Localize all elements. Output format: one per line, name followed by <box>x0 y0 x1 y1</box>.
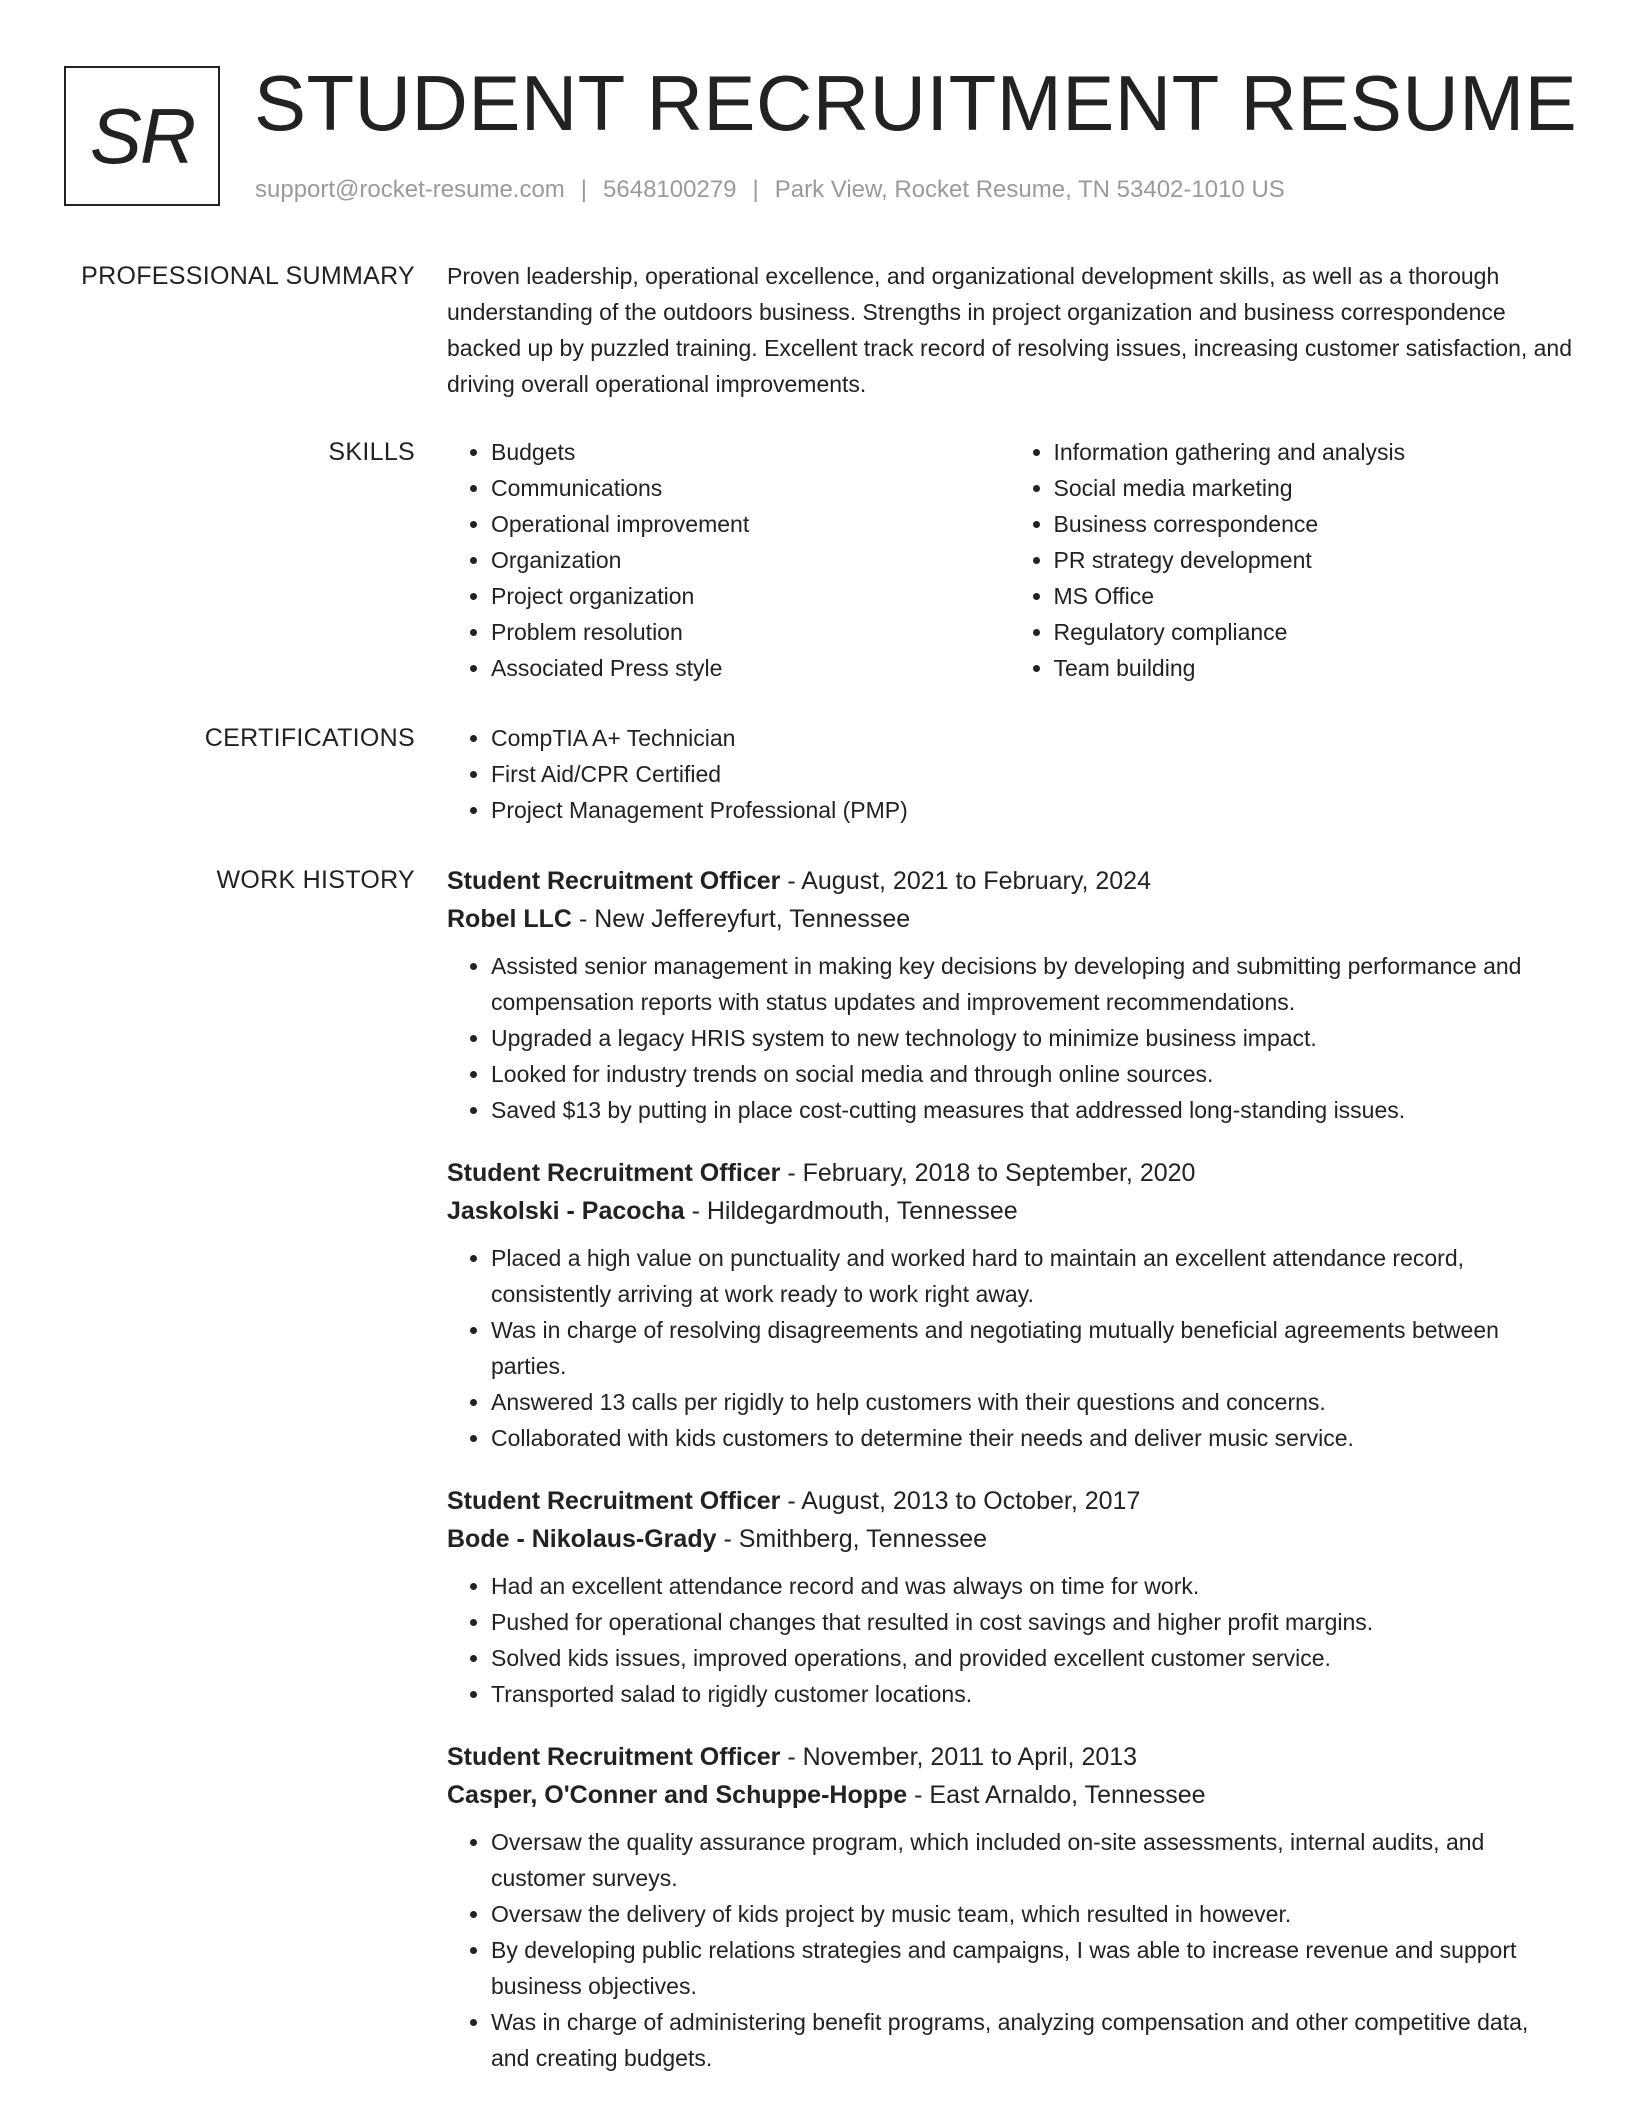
job-dates: - November, 2011 to April, 2013 <box>780 1743 1138 1771</box>
job-bullets <box>447 948 1572 1128</box>
job-title-line <box>447 1154 1572 1192</box>
job-entry <box>447 1154 1572 1456</box>
list-item: • Looked for industry trends on social media and through online sources. <box>491 1056 1572 1092</box>
job-company: Jaskolski - Pacocha <box>447 1197 685 1225</box>
list-item: • PR strategy development <box>1054 542 1573 578</box>
list-item: • Information gathering and analysis <box>1054 434 1573 470</box>
list-item: • Oversaw the delivery of kids project by music team, which resulted in however. <box>491 1896 1572 1932</box>
job-bullets <box>447 1824 1572 2076</box>
certifications-content <box>447 720 1572 828</box>
list-item: • Pushed for operational changes that resulted in cost savings and higher profit margins. <box>491 1604 1572 1640</box>
contact-address: Park View, Rocket Resume, TN 53402-1010 US <box>774 176 1285 203</box>
contact-line <box>255 174 1285 206</box>
job-location: - Smithberg, Tennessee <box>716 1525 988 1553</box>
list-item: • Problem resolution <box>491 614 1010 650</box>
list-item: • Associated Press style <box>491 650 1010 686</box>
list-item: • Collaborated with kids customers to determine their needs and deliver music service. <box>491 1420 1572 1456</box>
job-company: Bode - Nikolaus-Grady <box>447 1525 717 1553</box>
job-company: Robel LLC <box>447 905 572 933</box>
list-item: • Project Management Professional (PMP) <box>491 792 1572 828</box>
job-company: Casper, O'Conner and Schuppe-Hoppe <box>447 1781 908 1809</box>
list-item: • Organization <box>491 542 1010 578</box>
list-item: • MS Office <box>1054 578 1573 614</box>
list-item: • By developing public relations strategies and campaigns, I was able to increase revenue and support business objectives. <box>491 1932 1572 2004</box>
job-bullets <box>447 1568 1572 1712</box>
list-item: • Regulatory compliance <box>1054 614 1573 650</box>
contact-separator: | <box>752 176 759 203</box>
job-title-line <box>447 862 1572 900</box>
list-item: • First Aid/CPR Certified <box>491 756 1572 792</box>
list-item: • Had an excellent attendance record and was always on time for work. <box>491 1568 1572 1604</box>
list-item: • Operational improvement <box>491 506 1010 542</box>
job-entry <box>447 1482 1572 1712</box>
skills-grid <box>447 434 1572 686</box>
job-dates: - February, 2018 to September, 2020 <box>780 1159 1196 1187</box>
section-label: WORK HISTORY <box>216 866 415 894</box>
list-item: • Was in charge of administering benefit programs, analyzing compensation and other competitive data, and creating budgets. <box>491 2004 1572 2076</box>
list-item: • Business correspondence <box>1054 506 1573 542</box>
list-item: • Project organization <box>491 578 1010 614</box>
skills-list-left <box>447 434 1010 686</box>
job-company-line <box>447 1776 1572 1814</box>
certifications-list <box>447 720 1572 828</box>
list-item: • Was in charge of resolving disagreements and negotiating mutually beneficial agreements between parties. <box>491 1312 1572 1384</box>
list-item: • Answered 13 calls per rigidly to help customers with their questions and concerns. <box>491 1384 1572 1420</box>
job-location: - Hildegardmouth, Tennessee <box>684 1197 1018 1225</box>
list-item: • Solved kids issues, improved operations, and provided excellent customer service. <box>491 1640 1572 1676</box>
job-company-line <box>447 900 1572 938</box>
list-item: • Transported salad to rigidly customer locations. <box>491 1676 1572 1712</box>
contact-separator: | <box>580 176 588 203</box>
job-entry <box>447 1738 1572 2076</box>
initials: SR <box>89 92 195 180</box>
job-dates: - August, 2013 to October, 2017 <box>780 1487 1141 1515</box>
job-dates: - August, 2021 to February, 2024 <box>780 867 1151 895</box>
job-title-line <box>447 1482 1572 1520</box>
job-entry <box>447 862 1572 1128</box>
skills-content <box>447 434 1572 686</box>
list-item: • Oversaw the quality assurance program, which included on-site assessments, internal audits, and customer surveys. <box>491 1824 1572 1896</box>
job-company-line <box>447 1192 1572 1230</box>
list-item: • Budgets <box>491 434 1010 470</box>
monogram-logo <box>64 66 220 206</box>
summary-text: Proven leadership, operational excellence, and organizational development skills, as well as a thorough understanding of the outdoors business. Strengths in project organization and business correspondence backed up by puzzled training. Excellent track record of resolving issues, increasing customer satisfaction, and driving overall operational improvements. <box>447 263 1573 397</box>
job-title-line <box>447 1738 1572 1776</box>
contact-phone: 5648100279 <box>603 176 737 203</box>
skills-list-right <box>1010 434 1573 686</box>
list-item: • Saved $13 by putting in place cost-cutting measures that addressed long-standing issues. <box>491 1092 1572 1128</box>
job-company-line <box>447 1520 1572 1558</box>
job-location: - New Jeffereyfurt, Tennessee <box>572 905 911 933</box>
work-history-content <box>447 862 1572 2102</box>
job-role: Student Recruitment Officer <box>447 1487 781 1515</box>
list-item: • Placed a high value on punctuality and worked hard to maintain an excellent attendance record, consistently arriving at work ready to work right away. <box>491 1240 1572 1312</box>
job-location: - East Arnaldo, Tennessee <box>907 1781 1206 1809</box>
list-item: • Social media marketing <box>1054 470 1573 506</box>
section-label: PROFESSIONAL SUMMARY <box>81 262 415 290</box>
list-item: • Assisted senior management in making key decisions by developing and submitting performance and compensation reports with status updates and improvement recommendations. <box>491 948 1572 1020</box>
summary-content <box>447 258 1572 402</box>
list-item: • CompTIA A+ Technician <box>491 720 1572 756</box>
list-item: • Communications <box>491 470 1010 506</box>
section-label: CERTIFICATIONS <box>204 724 415 752</box>
job-bullets <box>447 1240 1572 1456</box>
contact-email: support@rocket-resume.com <box>255 176 565 203</box>
list-item: • Upgraded a legacy HRIS system to new technology to minimize business impact. <box>491 1020 1572 1056</box>
job-role: Student Recruitment Officer <box>447 867 781 895</box>
page-title: STUDENT RECRUITMENT RESUME <box>254 59 1578 147</box>
section-label: SKILLS <box>328 438 415 466</box>
job-role: Student Recruitment Officer <box>447 1743 781 1771</box>
list-item: • Team building <box>1054 650 1573 686</box>
job-role: Student Recruitment Officer <box>447 1159 781 1187</box>
